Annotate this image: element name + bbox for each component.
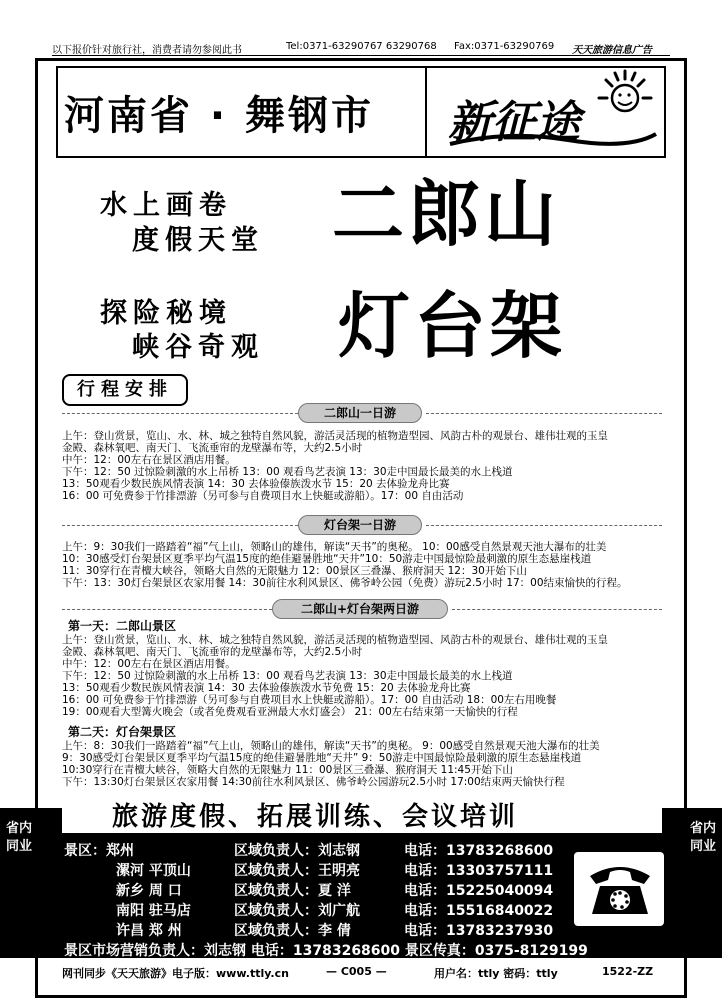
side-label-right: 省内同业 [689,821,716,854]
contact-area: 漯河 平顶山 [116,863,191,879]
contact-tel: 电话：13783237930 [404,923,554,939]
tour1-pill: 二郎山一日游 [298,403,422,423]
footer-page: — C005 — [326,965,387,978]
contact-area: 许昌 郑 州 [116,923,182,939]
tour2-pill: 灯台架一日游 [298,515,422,535]
contact-person: 区域负责人：刘广航 [234,903,360,919]
itinerary-heading: 行程安排 [62,374,188,406]
tour3-rule-right [452,609,662,610]
tour1-row: 16：00 可免费参于竹排漂游（另可参与自费项目水上快艇或游船）。17：00 自由活动 [62,490,464,502]
tour1-row: 下午：12：50 过惊险刺激的水上吊桥 13：00 观看鸟艺表演 13：30走中国最长最美的水上栈道 [62,466,513,478]
day2-heading: 第二天：灯台架景区 [68,725,177,739]
day1-row: 下午：12：50 过惊险刺激的水上吊桥 13：00 观看鸟艺表演 13：30走中国最长最美的水上栈道 [62,670,513,682]
sun-icon [595,68,657,118]
contact-area: 新乡 周 口 [116,883,182,899]
slogan-2: 度假天堂 [132,225,264,256]
contact-person: 区域负责人：刘志钢 [234,843,360,859]
scenic-name-1: 二郎山 [332,172,561,256]
tour2-rows [62,541,628,589]
marketing-row [64,940,664,960]
services-banner: 旅游度假、拓展训练、会议培训 [112,802,519,832]
day2-row: 9：30感受灯台架景区夏季平均气温15度的绝佳避暑胜地“天井” 9：50游走中国最惊险最刺激的原生态悬崖栈道 [62,752,582,764]
contact-person: 区域负责人：王明亮 [234,863,360,879]
day1-row: 中午：12：00左右在景区酒店用餐。 [62,658,236,670]
brand-text: 天天旅游信息广告 [572,45,652,56]
contact-person: 区域负责人：夏 洋 [234,883,351,899]
footer-credentials: 用户名：ttly 密码：ttly [434,967,558,980]
tour2-row: 11：30穿行在青檀大峡谷，领略大自然的无限魅力 12：00景区三叠瀑、猴府洞天 12：30开始下山 [62,565,527,577]
notice-text: 以下报价针对旅行社，消费者请勿参阅此书 [52,45,242,56]
tour3-pill: 二郎山+灯台架两日游 [272,599,448,619]
tour2-row: 下午：13：30灯台架景区农家用餐 14：30前往水利风景区、佛爷岭公园（免费）游玩2.5小时 17：00结束愉快的行程。 [62,577,628,589]
day1-row: 19：00观看大型篝火晚会（或者免费观看亚洲最大水灯盛会） 21：00左右结束第一天愉快的行程 [62,706,518,718]
day1-row: 16：00 可免费参于竹排漂游（另可参与自费项目水上快艇或游船）。17：00 自由活动 18：00左右用晚餐 [62,694,557,706]
tour1-rule-right [426,413,662,414]
tour1-row: 上午：登山赏景，览山、水、林、城之独特自然风貌，游活灵活现的植物造型园、风韵古朴的观景台、雄伟壮观的玉皇 [62,430,608,442]
wave-swoosh-icon [448,126,658,152]
contact-person: 区域负责人：李 倩 [234,923,351,939]
day2-row: 下午：13:30灯台架景区农家用餐 14:30前往水利风景区、佛爷岭公园游玩2.5小时 17:00结束两天愉快行程 [62,776,565,788]
contact-tel: 电话：15516840022 [404,903,554,919]
marketing-contact: 景区市场营销负责人：刘志钢 电话：13783268600 景区传真：0375-8129199 [64,943,588,959]
contact-tel: 电话：13783268600 [404,843,554,859]
tour2-row: 上午：9：30我们一路踏着“福”气上山，领略山的雄伟，解读“天书”的奥秘。 10：00感受自然景观天池大瀑布的壮美 [62,541,607,553]
logo-wordmark: 新征途 [448,97,580,148]
day1-row: 金殿、森林氧吧、南天门、飞流垂帘的龙壁瀑布等，大约2.5小时 [62,646,363,658]
day2-rows [62,740,600,788]
tour2-rule-left [62,525,298,526]
tel-text: Tel:0371-63290767 63290768 [286,41,437,52]
scenic-name-2: 灯台架 [338,284,567,368]
contact-area: 景区：郑州 [64,843,134,859]
header-divider [425,66,427,158]
day1-heading: 第一天：二郎山景区 [68,619,177,633]
telephone-icon [584,858,656,920]
day1-row: 13：50观看少数民族风情表演 14：30 去体验傣族泼水节免费 15：20 去体验龙舟比赛 [62,682,471,694]
day1-row: 上午：登山赏景，览山、水、林、城之独特自然风貌，游活灵活现的植物造型园、风韵古朴的观景台、雄伟壮观的玉皇 [62,634,608,646]
tour1-row: 中午：12：00左右在景区酒店用餐。 [62,454,236,466]
side-label-left: 省内同业 [5,821,32,854]
tour1-rows [62,430,608,502]
day2-row: 上午：8：30我们一路踏着“福”气上山，领略山的雄伟，解读“天书”的奥秘。 9：00感受自然景观天池大瀑布的壮美 [62,740,600,752]
tour1-row: 金殿、森林氧吧、南天门、飞流垂帘的龙壁瀑布等，大约2.5小时 [62,442,363,454]
contact-area: 南阳 驻马店 [116,903,191,919]
contact-tel: 电话：15225040094 [404,883,554,899]
day2-row: 10:30穿行在青檀大峡谷，领略大自然的无限魅力 11：00景区三叠瀑、猴府洞天 11:45开始下山 [62,764,513,776]
contact-tel: 电话：13303757111 [404,863,554,879]
top-info-line [52,41,672,55]
tour2-row: 10：30感受灯台架景区夏季平均气温15度的绝佳避暑胜地“天井”10：50游走中国最惊险最刺激的原生态悬崖栈道 [62,553,592,565]
tour2-rule-right [426,525,662,526]
top-rule [52,55,670,56]
tour1-row: 13：50观看少数民族风情表演 14：30 去体验傣族泼水节 15：20 去体验龙舟比赛 [62,478,450,490]
fax-text: Fax:0371-63290769 [454,41,555,52]
tour3-rule-left [62,609,272,610]
footer-code: 1522-ZZ [602,965,654,978]
slogan-4: 峡谷奇观 [132,332,264,363]
day1-rows [62,634,608,718]
slogan-1: 水上画卷 [100,190,232,221]
location-title: 河南省 · 舞钢市 [64,93,375,139]
slogan-3: 探险秘境 [100,298,232,329]
footer-sync: 网刊同步《天天旅游》电子版：www.ttly.cn [62,967,289,980]
tour1-rule-left [62,413,298,414]
